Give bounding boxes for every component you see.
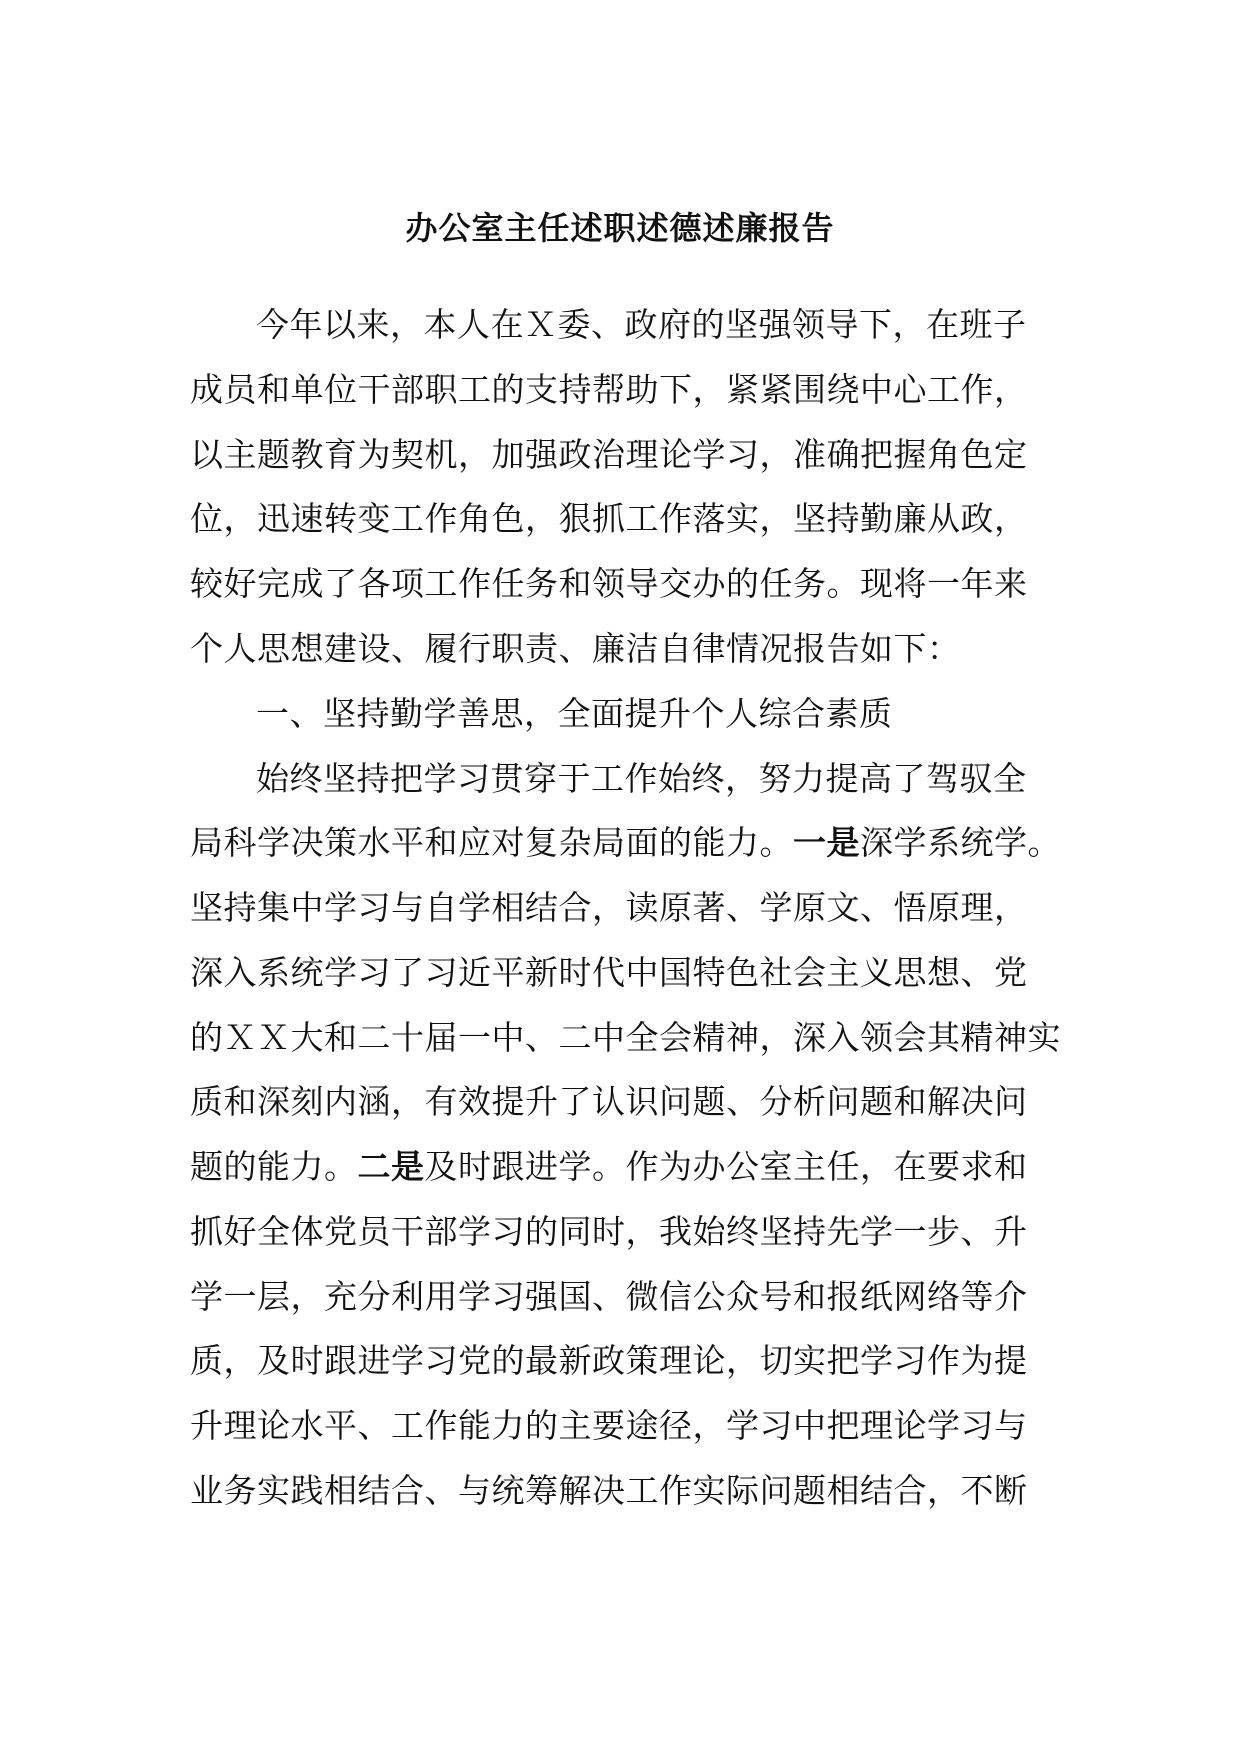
paragraph-line: 抓好全体党员干部学习的同时，我始终坚持先学一步、升 bbox=[190, 1212, 1028, 1251]
bold-marker: 一是 bbox=[793, 823, 860, 862]
document-title: 办公室主任述职述德述廉报告 bbox=[405, 209, 835, 247]
paragraph-line: 质，及时跟进学习党的最新政策理论，切实把学习作为提 bbox=[190, 1341, 1028, 1380]
paragraph-line: 业务实践相结合、与统筹解决工作实际问题相结合，不断 bbox=[190, 1471, 1028, 1510]
text-run: 及时跟进学。作为办公室主任，在要求和 bbox=[424, 1147, 1028, 1186]
paragraph-line: 质和深刻内涵，有效提升了认识问题、分析问题和解决问 bbox=[190, 1082, 1028, 1121]
bold-marker: 二是 bbox=[357, 1147, 425, 1186]
paragraph-line bbox=[190, 818, 1061, 868]
section-heading: 一、坚持勤学善思，全面提升个人综合素质 bbox=[256, 694, 893, 733]
paragraph-line: 位，迅速转变工作角色，狠抓工作落实，坚持勤廉从政， bbox=[190, 499, 1028, 538]
paragraph-line: 升理论水平、工作能力的主要途径，学习中把理论学习与 bbox=[190, 1406, 1028, 1445]
paragraph-line: 始终坚持把学习贯穿于工作始终，努力提高了驾驭全 bbox=[256, 759, 1027, 798]
paragraph-line: 的ＸＸ大和二十届一中、二中全会精神，深入领会其精神实 bbox=[190, 1018, 1061, 1057]
text-run: 局科学决策水平和应对复杂局面的能力。 bbox=[190, 823, 793, 862]
paragraph-line bbox=[190, 1142, 1028, 1192]
text-run: 题的能力。 bbox=[190, 1147, 358, 1186]
paragraph-line: 较好完成了各项工作任务和领导交办的任务。现将一年来 bbox=[190, 564, 1028, 603]
paragraph-line: 深入系统学习了习近平新时代中国特色社会主义思想、党 bbox=[190, 953, 1028, 992]
paragraph-line: 今年以来，本人在Ｘ委、政府的坚强领导下，在班子 bbox=[256, 305, 1027, 344]
paragraph-line: 个人思想建设、履行职责、廉洁自律情况报告如下： bbox=[190, 629, 961, 668]
paragraph-line: 坚持集中学习与自学相结合，读原著、学原文、悟原理， bbox=[190, 888, 1028, 927]
paragraph-line: 成员和单位干部职工的支持帮助下，紧紧围绕中心工作， bbox=[190, 370, 1028, 409]
text-run: 深学系统学。 bbox=[860, 823, 1061, 862]
paragraph-line: 学一层，充分利用学习强国、微信公众号和报纸网络等介 bbox=[190, 1277, 1028, 1316]
paragraph-line: 以主题教育为契机，加强政治理论学习，准确把握角色定 bbox=[190, 435, 1028, 474]
